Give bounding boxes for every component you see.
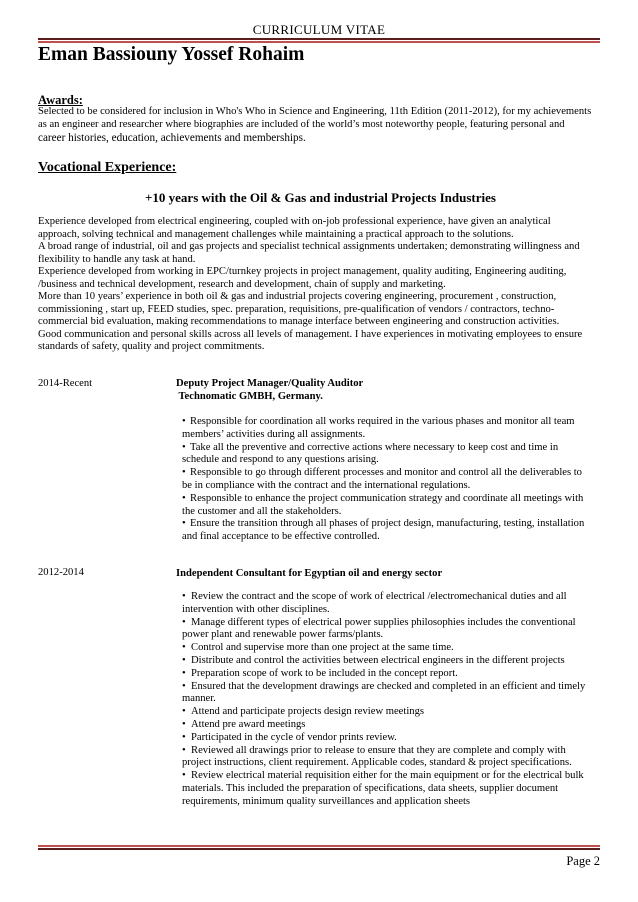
experience-line: /business and technical development, research and development, chain of supply and marketing. (38, 278, 446, 290)
experience-line: commissioning , start up, FEED studies, spec. preparation, requisitions, pre-qualification of vendors / contractors, techno- (38, 303, 555, 315)
awards-heading: Awards: (38, 93, 83, 107)
job-bullets (182, 591, 602, 809)
bullet-item: • Take all the preventive and corrective actions where necessary to keep cost and time in schedule and respond to any questions arising. (182, 441, 559, 466)
bullet-item: • Responsible for coordination all works required in the various phases and monitor all team members’ activities during all assignments. (182, 416, 575, 440)
job-role: Independent Consultant for Egyptian oil and energy sector (176, 568, 443, 579)
awards-paragraph (38, 106, 602, 146)
footer-rule-dark (38, 848, 600, 850)
experience-line: Experience developed from electrical engineering, coupled with on-job professional experience, have given an analytical (38, 216, 551, 227)
header-title: CURRICULUM VITAE (252, 22, 386, 37)
experience-line: approach, solving technical and management challenges while maintaining a practical approach to the solutions. (38, 228, 514, 240)
bullet-item: • Preparation scope of work to be included in the concept report. (182, 667, 458, 679)
bullet-item: • Participated in the cycle of vendor prints review. (182, 731, 397, 743)
bullet-item: • Manage different types of electrical power supplies philosophies includes the conventional power plant and renewable power farms/plants. (182, 616, 576, 641)
header-rule-red (38, 41, 600, 43)
footer-rule-red (38, 845, 600, 847)
job-company: Technomatic GMBH, Germany. (176, 391, 323, 402)
job-date: 2014-Recent (38, 378, 93, 389)
experience-paragraph (38, 216, 602, 354)
page-number: Page 2 (566, 854, 600, 868)
bullet-item: • Review the contract and the scope of work of electrical /electromechanical duties and all intervention with other disciplines. (182, 591, 567, 615)
bullet-item: • Ensure the transition through all phases of project design, manufacturing, testing, installation and final acceptance to be effective controlled. (182, 518, 585, 543)
bullet-item: • Attend pre award meetings (182, 718, 306, 730)
experience-line: standards of safety, quality and project commitments. (38, 341, 265, 352)
awards-line: Selected to be considered for inclusion in Who's Who in Science and Engineering, 11th Edition (2011-2012), for my achievements (38, 106, 592, 117)
awards-line: career histories, education, achievements and memberships. (38, 132, 306, 144)
vocational-heading: Vocational Experience: (38, 160, 177, 175)
experience-line: Experience developed from working in EPC/turnkey projects in project management, quality auditing, Engineering auditing, (38, 266, 567, 277)
job-date: 2012-2014 (38, 567, 84, 578)
vocational-subheading: +10 years with the Oil & Gas and industrial Projects Industries (145, 190, 496, 205)
job-title (176, 567, 442, 580)
experience-line: flexibility to handle any task at hand. (38, 253, 196, 265)
bullet-item: • Ensured that the development drawings are checked and completed in an efficient and timely manner. (182, 680, 586, 705)
job-title (176, 377, 363, 403)
job-role: Deputy Project Manager/Quality Auditor (176, 378, 364, 389)
experience-line: More than 10 years’ experience in both oil & gas and industrial projects covering engineering, procurement , construction, (38, 291, 557, 302)
candidate-name: Eman Bassiouny Yossef Rohaim (38, 44, 305, 65)
header-rule-dark (38, 38, 600, 40)
bullet-item: • Reviewed all drawings prior to release to ensure that they are complete and comply with project instructions, client requirement. Applicable codes, standard & project specifications. (182, 744, 572, 769)
awards-line: as an engineer and researcher where biographies are included of the world’s most noteworthy people, featuring personal and (38, 118, 565, 130)
experience-line: A broad range of industrial, oil and gas projects and specialist technical assignments undertaken; demonstrating willingness and (38, 241, 580, 252)
experience-line: Good communication and personal skills across all levels of management. I have experiences in motivating employees to ensure (38, 328, 583, 340)
experience-line: commercial bid evaluation, making recommendations to manage interface between engineering and construction activities. (38, 316, 560, 327)
bullet-item: • Responsible to enhance the project communication strategy and coordinate all meetings with the customer and all the stakeholders. (182, 492, 584, 517)
bullet-item: • Responsible to go through different processes and monitor and control all the deliverables to be in compliance with the contract and the international regulations. (182, 467, 582, 491)
job-bullets (182, 416, 602, 544)
bullet-item: • Distribute and control the activities between electrical engineers in the different projects (182, 654, 565, 666)
bullet-item: • Control and supervise more than one project at the same time. (182, 642, 454, 654)
bullet-item: • Review electrical material requisition either for the main equipment or for the electrical bulk materials. This included the preparation of specifications, data sheets, supplier document requirements, minimum quality surveillances and application sheets (182, 770, 584, 807)
bullet-item: • Attend and participate projects design review meetings (182, 706, 424, 718)
